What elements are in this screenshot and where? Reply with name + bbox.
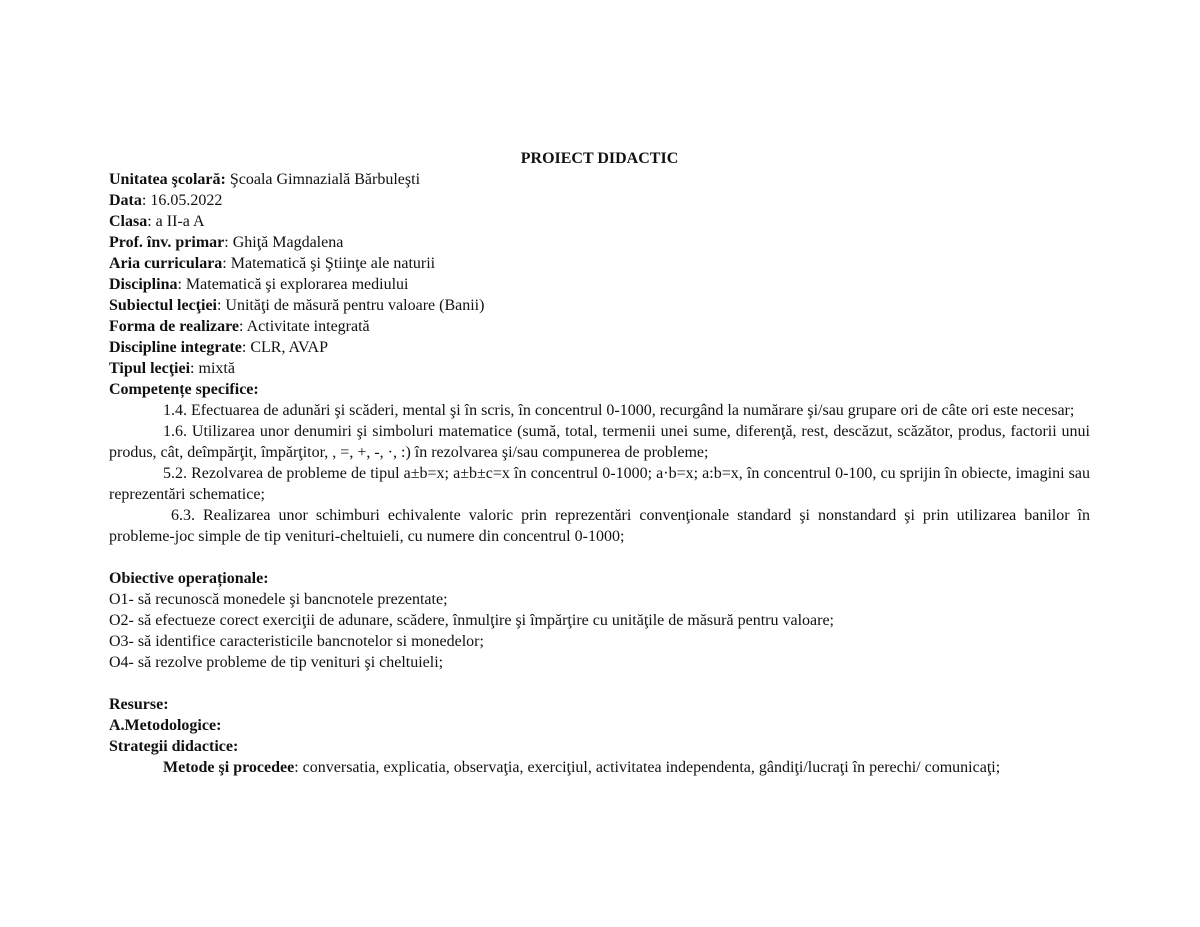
integrated-label: Discipline integrate — [109, 339, 242, 356]
objectives-heading: Obiective operaționale: — [109, 570, 269, 587]
school-label: Unitatea şcolară: — [109, 171, 226, 188]
spacer — [109, 673, 1090, 694]
type-line — [109, 358, 1090, 379]
discipline-line — [109, 274, 1090, 295]
date-value: : 16.05.2022 — [141, 192, 223, 209]
school-line — [109, 169, 1090, 190]
competence-item: 1.6. Utilizarea unor denumiri şi simboluri matematice (sumă, total, termenii unei sume, diferenţă, rest, descăzut, scăzător, produs, factorii unui produs, cât, deîmpărţit, împărţitor, , =, +, -, ·, :) în rezolvarea şi/sau compunerea de probleme; — [109, 423, 1090, 461]
date-line — [109, 190, 1090, 211]
discipline-label: Disciplina — [109, 276, 178, 293]
area-label: Aria curriculara — [109, 255, 223, 272]
competence-item: 1.4. Efectuarea de adunări şi scăderi, mental şi în scris, în concentrul 0-1000, recurgând la numărare şi/sau grupare ori de câte ori este necesar; — [163, 402, 1075, 419]
teacher-label: Prof. înv. primar — [109, 234, 225, 251]
strategies-heading: Strategii didactice: — [109, 738, 239, 755]
document-title: PROIECT DIDACTIC — [520, 150, 679, 167]
methodological-heading: A.Metodologice: — [109, 717, 222, 734]
methods-label: Metode şi procedee — [163, 759, 295, 776]
class-label: Clasa — [109, 213, 148, 230]
class-value: : a II-a A — [147, 213, 205, 230]
class-line — [109, 211, 1090, 232]
objective-item: O1- să recunoscă monedele şi bancnotele prezentate; — [109, 591, 448, 608]
resources-heading: Resurse: — [109, 696, 169, 713]
objective-item: O3- să identifice caracteristicile bancnotelor si monedelor; — [109, 633, 484, 650]
school-value: Şcoala Gimnazială Bărbuleşti — [225, 171, 421, 188]
form-label: Forma de realizare — [109, 318, 240, 335]
subject-value: : Unităţi de măsură pentru valoare (Banii) — [216, 297, 485, 314]
objective-item: O4- să rezolve probleme de tip venituri şi cheltuieli; — [109, 654, 444, 671]
integrated-value: : CLR, AVAP — [241, 339, 328, 356]
objective-item: O2- să efectueze corect exerciţii de adunare, scădere, înmulţire şi împărţire cu unităţile de măsură pentru valoare; — [109, 612, 834, 629]
discipline-value: : Matematică şi explorarea mediului — [177, 276, 409, 293]
area-line — [109, 253, 1090, 274]
type-label: Tipul lecţiei — [109, 360, 191, 377]
integrated-line — [109, 337, 1090, 358]
competence-item: 5.2. Rezolvarea de probleme de tipul a±b=x; a±b±c=x în concentrul 0-1000; a·b=x; a:b=x, în concentrul 0-100, cu sprijin în obiecte, imagini sau reprezentări schematice; — [109, 465, 1090, 503]
methods-paragraph — [109, 757, 1090, 778]
type-value: : mixtă — [190, 360, 235, 377]
form-line — [109, 316, 1090, 337]
form-value: : Activitate integrată — [239, 318, 370, 335]
spacer — [109, 547, 1090, 568]
subject-line — [109, 295, 1090, 316]
subject-label: Subiectul lecţiei — [109, 297, 217, 314]
teacher-value: : Ghiţă Magdalena — [224, 234, 344, 251]
date-label: Data — [109, 192, 142, 209]
area-value: : Matematică şi Ştiinţe ale naturii — [222, 255, 436, 272]
competences-heading: Competențe specifice: — [109, 381, 259, 398]
competence-item: 6.3. Realizarea unor schimburi echivalente valoric prin reprezentări convenţionale standard şi nonstandard şi prin utilizarea banilor în probleme-joc simple de tip venituri-cheltuieli, cu numere din concentrul 0-1000; — [109, 507, 1090, 545]
methods-value: : conversatia, explicatia, observaţia, exerciţiul, activitatea independenta, gândiţi/lucraţi în perechi/ comunicaţi; — [294, 759, 1001, 776]
teacher-line — [109, 232, 1090, 253]
document-page — [109, 148, 1090, 778]
